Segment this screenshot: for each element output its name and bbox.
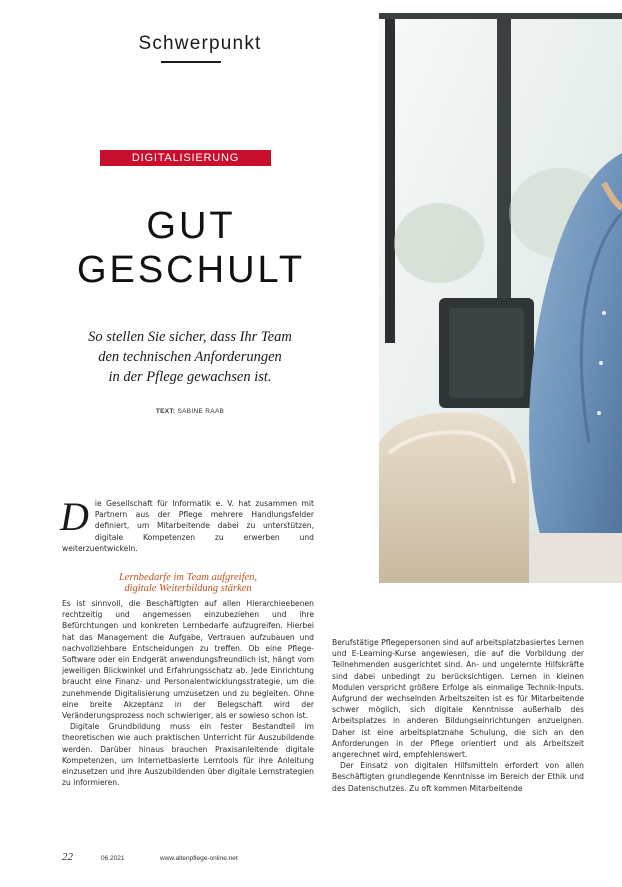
paragraph: Es ist sinnvoll, die Beschäftigten auf allen Hierarchieebenen rechtzeitig und angemessen einzubeziehen und ihre Befürchtungen und konkreten Lernbedarfe aufzugreifen. Hierbei hat das Management die Aufgabe, Vertrauen aufzubauen und nachvollziehbare Entscheidungen zu treffen. Ob eine Pflege-Software oder ein Endgerät anwendungsfreundlich ist, hängt vom jeweiligen Blickwinkel und Erfahrungsschatz ab. Jede Einrichtung braucht eine Finanz- und Personalentwicklungsstrategie, um die zunehmende Digitalisierung umzusetzen und zu begleiten. Ohne eine breite Akzeptanz in der Belegschaft wird der Veränderungsprozess noch schwieriger, als er sowieso schon ist. [62,599,314,721]
page-number: 22 [62,851,73,863]
teaser [62,327,318,387]
intro-text: ie Gesellschaft für Informatik e. V. hat zusammen mit Partnern aus der Pflege mehrere Handlungsfelder definiert, um Mitarbeitende dabei zu unterstützen, digitale Kompetenzen zu erwerben und weiterzuentwickeln. [62,499,314,553]
article-photo [379,13,622,583]
section-rule [161,61,221,63]
issue-date: 06.2021 [101,855,125,862]
headline [60,204,322,292]
subheading [62,572,314,594]
byline-label: TEXT: [155,408,176,415]
headline-line-2: GESCHULT [76,249,306,291]
dropcap: D [60,494,89,539]
paragraph: Der Einsatz von digitalen Hilfsmitteln erfordert von allen Beschäftigten grundlegende Kenntnisse im Bereich der Ethik und des Datenschutzes. Zu oft kommen Mitarbeitende [332,761,584,793]
body-column-left [62,598,314,788]
teaser-line-3: in der Pflege gewachsen ist. [108,369,272,385]
byline [100,408,280,415]
section-title: Schwerpunkt [138,33,262,54]
body-column-right [332,637,584,794]
byline-author: SABINE RAAB [177,408,225,415]
headline-line-1: GUT [146,205,236,247]
teaser-line-1: So stellen Sie sicher, dass Ihr Team [88,329,292,345]
category-tag: DIGITALISIERUNG [100,150,271,166]
photo-illustration [379,13,622,583]
website-link[interactable]: www.altenpflege-online.net [160,855,238,862]
paragraph: Digitale Grundbildung muss ein fester Bestandteil im theoretischen wie auch praktischen Unterricht für Auszubildende werden. Darüber hinaus brauchen Praxisanleitende digitale Kompetenzen, um Internetbasierte Lerntools für ihre Anleitung einzusetzen und ihre Auszubildenden über digitale Lernstrategien zu informieren. [62,722,314,788]
intro-paragraph [60,494,314,554]
paragraph: Berufstätige Pflegepersonen sind auf arbeitsplatzbasiertes Lernen und E-Learning-Kurse angewiesen, die auf die Vorbildung der Teilnehmenden ausgerichtet sind. An- und ungelernte Hilfskräfte sind dabei unbedingt zu berücksichtigen. Lernen in kleinen Modulen verspricht größere Erfolge als einmalige Technik-Inputs. Aufgrund der wechselnden Arbeitszeiten ist es für Mitarbeitende schwer möglich, sich digitale Kenntnisse außerhalb des Arbeitsplatzes in anderen Bildungseinrichtungen anzueignen. Daher ist eine arbeitsplatznahe Schulung, die sich an den Anforderungen in der Pflege orientiert und als Arbeitszeit angerechnet wird, empfehlenswert. [332,638,584,760]
subheading-line-1: Lernbedarfe im Team aufgreifen, [118,572,258,583]
subheading-line-2: digitale Weiterbildung stärken [124,583,252,594]
teaser-line-2: den technischen Anforderungen [98,349,282,365]
